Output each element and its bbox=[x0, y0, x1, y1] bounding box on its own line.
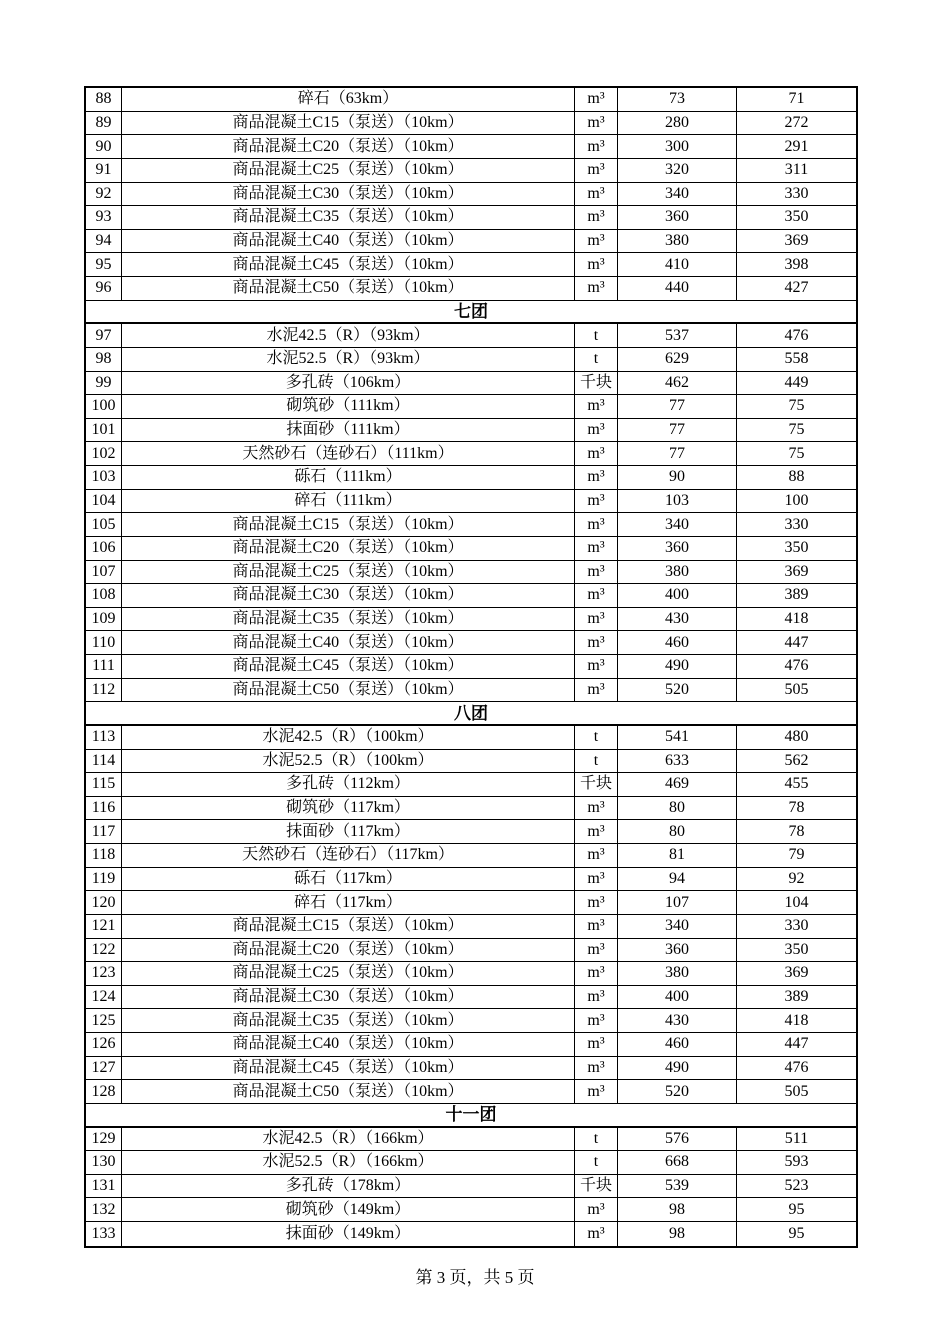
table-row bbox=[86, 1151, 856, 1175]
price-1-cell: 90 bbox=[618, 466, 737, 489]
price-2-cell: 523 bbox=[784, 1177, 809, 1195]
unit-cell: m³ bbox=[575, 608, 618, 631]
item-name-cell: 商品混凝土C50（泵送）（10km） bbox=[122, 679, 575, 702]
price-1-cell: 360 bbox=[618, 206, 737, 229]
price-2-cell: 291 bbox=[784, 137, 809, 155]
price-2-cell: 558 bbox=[784, 350, 809, 368]
table-row bbox=[86, 1057, 856, 1081]
item-name-cell: 商品混凝土C30（泵送）（10km） bbox=[122, 584, 575, 607]
table-row bbox=[86, 88, 856, 112]
table-row bbox=[86, 986, 856, 1010]
row-number-cell: 106 bbox=[86, 537, 122, 560]
unit-cell: m³ bbox=[575, 537, 618, 560]
table-row bbox=[86, 773, 856, 797]
row-number-cell: 122 bbox=[86, 939, 122, 962]
price-2-cell: 427 bbox=[784, 279, 809, 297]
price-1-cell: 539 bbox=[618, 1175, 737, 1198]
item-name-cell: 碎石（111km） bbox=[122, 490, 575, 513]
item-name-cell: 商品混凝土C15（泵送）（10km） bbox=[122, 915, 575, 938]
item-name-cell: 商品混凝土C25（泵送）（10km） bbox=[122, 561, 575, 584]
unit-cell: m³ bbox=[575, 490, 618, 513]
item-name-cell: 砌筑砂（117km） bbox=[122, 797, 575, 820]
price-2-cell: 449 bbox=[784, 373, 809, 391]
price-2-cell: 95 bbox=[788, 1224, 805, 1242]
price-1-cell: 576 bbox=[618, 1128, 737, 1151]
price-2-cell: 389 bbox=[784, 586, 809, 604]
price-1-cell: 440 bbox=[618, 277, 737, 300]
table-row bbox=[86, 419, 856, 443]
table-row bbox=[86, 112, 856, 136]
price-1-cell: 380 bbox=[618, 230, 737, 253]
item-name-cell: 商品混凝土C20（泵送）（10km） bbox=[122, 939, 575, 962]
table-row bbox=[86, 726, 856, 750]
row-number-cell: 118 bbox=[86, 844, 122, 867]
unit-cell: m³ bbox=[575, 1222, 618, 1246]
price-1-cell: 469 bbox=[618, 773, 737, 796]
item-name-cell: 砌筑砂（111km） bbox=[122, 395, 575, 418]
row-number-cell: 107 bbox=[86, 561, 122, 584]
item-name-cell: 砌筑砂（149km） bbox=[122, 1198, 575, 1221]
price-1-cell: 94 bbox=[618, 868, 737, 891]
table-row bbox=[86, 561, 856, 585]
price-1-cell: 360 bbox=[618, 537, 737, 560]
price-2-cell: 92 bbox=[788, 869, 805, 887]
price-1-cell: 340 bbox=[618, 183, 737, 206]
price-2-cell: 311 bbox=[784, 161, 809, 179]
price-1-cell: 633 bbox=[618, 750, 737, 773]
row-number-cell: 126 bbox=[86, 1033, 122, 1056]
price-1-cell: 98 bbox=[618, 1198, 737, 1221]
item-name-cell: 商品混凝土C30（泵送）（10km） bbox=[122, 183, 575, 206]
table-row bbox=[86, 1009, 856, 1033]
price-1-cell: 107 bbox=[618, 891, 737, 914]
unit-cell: m³ bbox=[575, 584, 618, 607]
item-name-cell: 商品混凝土C35（泵送）（10km） bbox=[122, 608, 575, 631]
material-price-table bbox=[84, 86, 858, 1248]
table-row bbox=[86, 466, 856, 490]
item-name-cell: 商品混凝土C45（泵送）（10km） bbox=[122, 1057, 575, 1080]
price-1-cell: 460 bbox=[618, 631, 737, 654]
unit-cell: 千块 bbox=[575, 773, 618, 796]
price-2-cell: 104 bbox=[784, 893, 809, 911]
item-name-cell: 砾石（117km） bbox=[122, 868, 575, 891]
unit-cell: m³ bbox=[575, 466, 618, 489]
row-number-cell: 92 bbox=[86, 183, 122, 206]
table-row bbox=[86, 631, 856, 655]
price-1-cell: 80 bbox=[618, 797, 737, 820]
price-1-cell: 490 bbox=[618, 1057, 737, 1080]
row-number-cell: 115 bbox=[86, 773, 122, 796]
table-row bbox=[86, 797, 856, 821]
row-number-cell: 116 bbox=[86, 797, 122, 820]
item-name-cell: 商品混凝土C40（泵送）（10km） bbox=[122, 631, 575, 654]
item-name-cell: 抹面砂（149km） bbox=[122, 1222, 575, 1246]
table-row bbox=[86, 939, 856, 963]
price-2-cell: 272 bbox=[784, 113, 809, 131]
row-number-cell: 95 bbox=[86, 253, 122, 276]
item-name-cell: 商品混凝土C25（泵送）（10km） bbox=[122, 159, 575, 182]
item-name-cell: 砾石（111km） bbox=[122, 466, 575, 489]
price-2-cell: 511 bbox=[784, 1129, 809, 1147]
price-2-cell: 369 bbox=[784, 562, 809, 580]
price-2-cell: 78 bbox=[788, 822, 805, 840]
row-number-cell: 119 bbox=[86, 868, 122, 891]
price-2-cell: 88 bbox=[788, 468, 805, 486]
item-name-cell: 商品混凝土C45（泵送）（10km） bbox=[122, 655, 575, 678]
row-number-cell: 101 bbox=[86, 419, 122, 442]
unit-cell: m³ bbox=[575, 183, 618, 206]
unit-cell: m³ bbox=[575, 939, 618, 962]
price-2-cell: 79 bbox=[788, 846, 805, 864]
table-row bbox=[86, 183, 856, 207]
row-number-cell: 121 bbox=[86, 915, 122, 938]
item-name-cell: 水泥42.5（R）（166km） bbox=[122, 1128, 575, 1151]
price-2-cell: 350 bbox=[784, 208, 809, 226]
item-name-cell: 抹面砂（111km） bbox=[122, 419, 575, 442]
unit-cell: m³ bbox=[575, 513, 618, 536]
item-name-cell: 多孔砖（178km） bbox=[122, 1175, 575, 1198]
price-1-cell: 380 bbox=[618, 962, 737, 985]
price-1-cell: 81 bbox=[618, 844, 737, 867]
price-2-cell: 593 bbox=[784, 1153, 809, 1171]
item-name-cell: 商品混凝土C45（泵送）（10km） bbox=[122, 253, 575, 276]
unit-cell: m³ bbox=[575, 1009, 618, 1032]
row-number-cell: 109 bbox=[86, 608, 122, 631]
price-1-cell: 80 bbox=[618, 820, 737, 843]
row-number-cell: 113 bbox=[86, 726, 122, 749]
price-1-cell: 537 bbox=[618, 324, 737, 347]
page-number-footer: 第 3 页，共 5 页 bbox=[415, 1268, 535, 1287]
row-number-cell: 108 bbox=[86, 584, 122, 607]
unit-cell: m³ bbox=[575, 915, 618, 938]
price-1-cell: 400 bbox=[618, 584, 737, 607]
table-row bbox=[86, 915, 856, 939]
unit-cell: t bbox=[575, 324, 618, 347]
price-1-cell: 668 bbox=[618, 1151, 737, 1174]
section-header-row bbox=[86, 702, 856, 726]
price-1-cell: 520 bbox=[618, 679, 737, 702]
unit-cell: m³ bbox=[575, 868, 618, 891]
item-name-cell: 商品混凝土C20（泵送）（10km） bbox=[122, 135, 575, 158]
price-2-cell: 505 bbox=[784, 1082, 809, 1100]
unit-cell: m³ bbox=[575, 1198, 618, 1221]
row-number-cell: 98 bbox=[86, 348, 122, 371]
section-header-row bbox=[86, 1104, 856, 1128]
unit-cell: m³ bbox=[575, 962, 618, 985]
row-number-cell: 114 bbox=[86, 750, 122, 773]
row-number-cell: 104 bbox=[86, 490, 122, 513]
table-row bbox=[86, 750, 856, 774]
table-row bbox=[86, 584, 856, 608]
unit-cell: m³ bbox=[575, 277, 618, 300]
row-number-cell: 90 bbox=[86, 135, 122, 158]
row-number-cell: 131 bbox=[86, 1175, 122, 1198]
unit-cell: m³ bbox=[575, 419, 618, 442]
section-title: 八团 bbox=[454, 703, 488, 723]
unit-cell: m³ bbox=[575, 135, 618, 158]
row-number-cell: 88 bbox=[86, 88, 122, 111]
item-name-cell: 水泥52.5（R）（93km） bbox=[122, 348, 575, 371]
table-row bbox=[86, 442, 856, 466]
row-number-cell: 129 bbox=[86, 1128, 122, 1151]
unit-cell: m³ bbox=[575, 1080, 618, 1103]
table-row bbox=[86, 1128, 856, 1152]
price-2-cell: 75 bbox=[788, 397, 805, 415]
price-1-cell: 320 bbox=[618, 159, 737, 182]
row-number-cell: 100 bbox=[86, 395, 122, 418]
unit-cell: m³ bbox=[575, 986, 618, 1009]
price-2-cell: 95 bbox=[788, 1200, 805, 1218]
table-row bbox=[86, 820, 856, 844]
table-row bbox=[86, 395, 856, 419]
table-row bbox=[86, 962, 856, 986]
row-number-cell: 128 bbox=[86, 1080, 122, 1103]
price-2-cell: 455 bbox=[784, 775, 809, 793]
table-row bbox=[86, 135, 856, 159]
unit-cell: m³ bbox=[575, 395, 618, 418]
price-1-cell: 103 bbox=[618, 490, 737, 513]
price-1-cell: 280 bbox=[618, 112, 737, 135]
unit-cell: m³ bbox=[575, 631, 618, 654]
table-row bbox=[86, 608, 856, 632]
item-name-cell: 商品混凝土C20（泵送）（10km） bbox=[122, 537, 575, 560]
item-name-cell: 水泥52.5（R）（100km） bbox=[122, 750, 575, 773]
item-name-cell: 商品混凝土C35（泵送）（10km） bbox=[122, 1009, 575, 1032]
price-2-cell: 369 bbox=[784, 232, 809, 250]
item-name-cell: 商品混凝土C35（泵送）（10km） bbox=[122, 206, 575, 229]
price-2-cell: 330 bbox=[784, 184, 809, 202]
price-2-cell: 369 bbox=[784, 964, 809, 982]
price-2-cell: 71 bbox=[788, 90, 805, 108]
unit-cell: t bbox=[575, 726, 618, 749]
price-2-cell: 476 bbox=[784, 1058, 809, 1076]
unit-cell: m³ bbox=[575, 253, 618, 276]
item-name-cell: 商品混凝土C50（泵送）（10km） bbox=[122, 1080, 575, 1103]
price-1-cell: 360 bbox=[618, 939, 737, 962]
table-row bbox=[86, 868, 856, 892]
price-1-cell: 410 bbox=[618, 253, 737, 276]
price-2-cell: 418 bbox=[784, 1011, 809, 1029]
price-1-cell: 73 bbox=[618, 88, 737, 111]
row-number-cell: 120 bbox=[86, 891, 122, 914]
row-number-cell: 99 bbox=[86, 372, 122, 395]
unit-cell: m³ bbox=[575, 679, 618, 702]
unit-cell: m³ bbox=[575, 797, 618, 820]
price-1-cell: 400 bbox=[618, 986, 737, 1009]
price-1-cell: 77 bbox=[618, 419, 737, 442]
item-name-cell: 天然砂石（连砂石）（111km） bbox=[122, 442, 575, 465]
unit-cell: m³ bbox=[575, 112, 618, 135]
row-number-cell: 97 bbox=[86, 324, 122, 347]
unit-cell: m³ bbox=[575, 230, 618, 253]
table-row bbox=[86, 655, 856, 679]
row-number-cell: 130 bbox=[86, 1151, 122, 1174]
unit-cell: m³ bbox=[575, 88, 618, 111]
price-1-cell: 520 bbox=[618, 1080, 737, 1103]
price-1-cell: 340 bbox=[618, 513, 737, 536]
table-row bbox=[86, 844, 856, 868]
unit-cell: m³ bbox=[575, 159, 618, 182]
price-2-cell: 75 bbox=[788, 421, 805, 439]
table-row bbox=[86, 1175, 856, 1199]
item-name-cell: 商品混凝土C50（泵送）（10km） bbox=[122, 277, 575, 300]
price-1-cell: 430 bbox=[618, 1009, 737, 1032]
table-row bbox=[86, 206, 856, 230]
row-number-cell: 124 bbox=[86, 986, 122, 1009]
table-row bbox=[86, 277, 856, 301]
price-2-cell: 389 bbox=[784, 988, 809, 1006]
price-1-cell: 430 bbox=[618, 608, 737, 631]
price-1-cell: 460 bbox=[618, 1033, 737, 1056]
section-header-row bbox=[86, 301, 856, 325]
price-1-cell: 300 bbox=[618, 135, 737, 158]
price-2-cell: 330 bbox=[784, 917, 809, 935]
price-2-cell: 447 bbox=[784, 633, 809, 651]
table-row bbox=[86, 159, 856, 183]
table-row bbox=[86, 513, 856, 537]
unit-cell: m³ bbox=[575, 442, 618, 465]
table-row bbox=[86, 537, 856, 561]
unit-cell: m³ bbox=[575, 1033, 618, 1056]
price-2-cell: 505 bbox=[784, 680, 809, 698]
row-number-cell: 94 bbox=[86, 230, 122, 253]
table-row bbox=[86, 230, 856, 254]
table-row bbox=[86, 1080, 856, 1104]
item-name-cell: 抹面砂（117km） bbox=[122, 820, 575, 843]
row-number-cell: 112 bbox=[86, 679, 122, 702]
item-name-cell: 天然砂石（连砂石）（117km） bbox=[122, 844, 575, 867]
price-1-cell: 541 bbox=[618, 726, 737, 749]
table-row bbox=[86, 891, 856, 915]
price-2-cell: 398 bbox=[784, 255, 809, 273]
price-2-cell: 350 bbox=[784, 539, 809, 557]
unit-cell: t bbox=[575, 750, 618, 773]
row-number-cell: 103 bbox=[86, 466, 122, 489]
table-row bbox=[86, 1033, 856, 1057]
price-2-cell: 78 bbox=[788, 799, 805, 817]
unit-cell: t bbox=[575, 1128, 618, 1151]
table-row bbox=[86, 679, 856, 703]
price-1-cell: 77 bbox=[618, 395, 737, 418]
item-name-cell: 水泥52.5（R）（166km） bbox=[122, 1151, 575, 1174]
table-row bbox=[86, 348, 856, 372]
row-number-cell: 96 bbox=[86, 277, 122, 300]
unit-cell: m³ bbox=[575, 1057, 618, 1080]
price-1-cell: 380 bbox=[618, 561, 737, 584]
table-row bbox=[86, 253, 856, 277]
unit-cell: m³ bbox=[575, 655, 618, 678]
item-name-cell: 商品混凝土C40（泵送）（10km） bbox=[122, 1033, 575, 1056]
price-2-cell: 350 bbox=[784, 940, 809, 958]
item-name-cell: 多孔砖（106km） bbox=[122, 372, 575, 395]
table-row bbox=[86, 490, 856, 514]
unit-cell: m³ bbox=[575, 206, 618, 229]
table-row bbox=[86, 372, 856, 396]
price-2-cell: 330 bbox=[784, 515, 809, 533]
row-number-cell: 127 bbox=[86, 1057, 122, 1080]
row-number-cell: 123 bbox=[86, 962, 122, 985]
item-name-cell: 商品混凝土C25（泵送）（10km） bbox=[122, 962, 575, 985]
section-title: 十一团 bbox=[445, 1105, 497, 1125]
row-number-cell: 110 bbox=[86, 631, 122, 654]
row-number-cell: 91 bbox=[86, 159, 122, 182]
unit-cell: m³ bbox=[575, 820, 618, 843]
row-number-cell: 111 bbox=[86, 655, 122, 678]
price-2-cell: 476 bbox=[784, 326, 809, 344]
row-number-cell: 117 bbox=[86, 820, 122, 843]
row-number-cell: 105 bbox=[86, 513, 122, 536]
row-number-cell: 125 bbox=[86, 1009, 122, 1032]
price-1-cell: 462 bbox=[618, 372, 737, 395]
price-2-cell: 447 bbox=[784, 1035, 809, 1053]
item-name-cell: 水泥42.5（R）（100km） bbox=[122, 726, 575, 749]
price-2-cell: 100 bbox=[784, 491, 809, 509]
item-name-cell: 商品混凝土C15（泵送）（10km） bbox=[122, 513, 575, 536]
price-2-cell: 480 bbox=[784, 728, 809, 746]
item-name-cell: 多孔砖（112km） bbox=[122, 773, 575, 796]
row-number-cell: 102 bbox=[86, 442, 122, 465]
item-name-cell: 碎石（117km） bbox=[122, 891, 575, 914]
unit-cell: t bbox=[575, 1151, 618, 1174]
price-1-cell: 629 bbox=[618, 348, 737, 371]
row-number-cell: 89 bbox=[86, 112, 122, 135]
price-2-cell: 476 bbox=[784, 657, 809, 675]
price-1-cell: 340 bbox=[618, 915, 737, 938]
price-1-cell: 490 bbox=[618, 655, 737, 678]
price-2-cell: 75 bbox=[788, 444, 805, 462]
unit-cell: m³ bbox=[575, 844, 618, 867]
item-name-cell: 商品混凝土C40（泵送）（10km） bbox=[122, 230, 575, 253]
unit-cell: m³ bbox=[575, 561, 618, 584]
table-row bbox=[86, 1198, 856, 1222]
row-number-cell: 132 bbox=[86, 1198, 122, 1221]
unit-cell: 千块 bbox=[575, 372, 618, 395]
row-number-cell: 93 bbox=[86, 206, 122, 229]
item-name-cell: 水泥42.5（R）（93km） bbox=[122, 324, 575, 347]
row-number-cell: 133 bbox=[86, 1222, 122, 1246]
table-row bbox=[86, 1222, 856, 1246]
item-name-cell: 商品混凝土C15（泵送）（10km） bbox=[122, 112, 575, 135]
unit-cell: t bbox=[575, 348, 618, 371]
table-row bbox=[86, 324, 856, 348]
unit-cell: m³ bbox=[575, 891, 618, 914]
section-title: 七团 bbox=[454, 301, 488, 321]
price-1-cell: 77 bbox=[618, 442, 737, 465]
item-name-cell: 碎石（63km） bbox=[122, 88, 575, 111]
price-2-cell: 418 bbox=[784, 610, 809, 628]
unit-cell: 千块 bbox=[575, 1175, 618, 1198]
item-name-cell: 商品混凝土C30（泵送）（10km） bbox=[122, 986, 575, 1009]
price-1-cell: 98 bbox=[618, 1222, 737, 1246]
price-2-cell: 562 bbox=[784, 751, 809, 769]
